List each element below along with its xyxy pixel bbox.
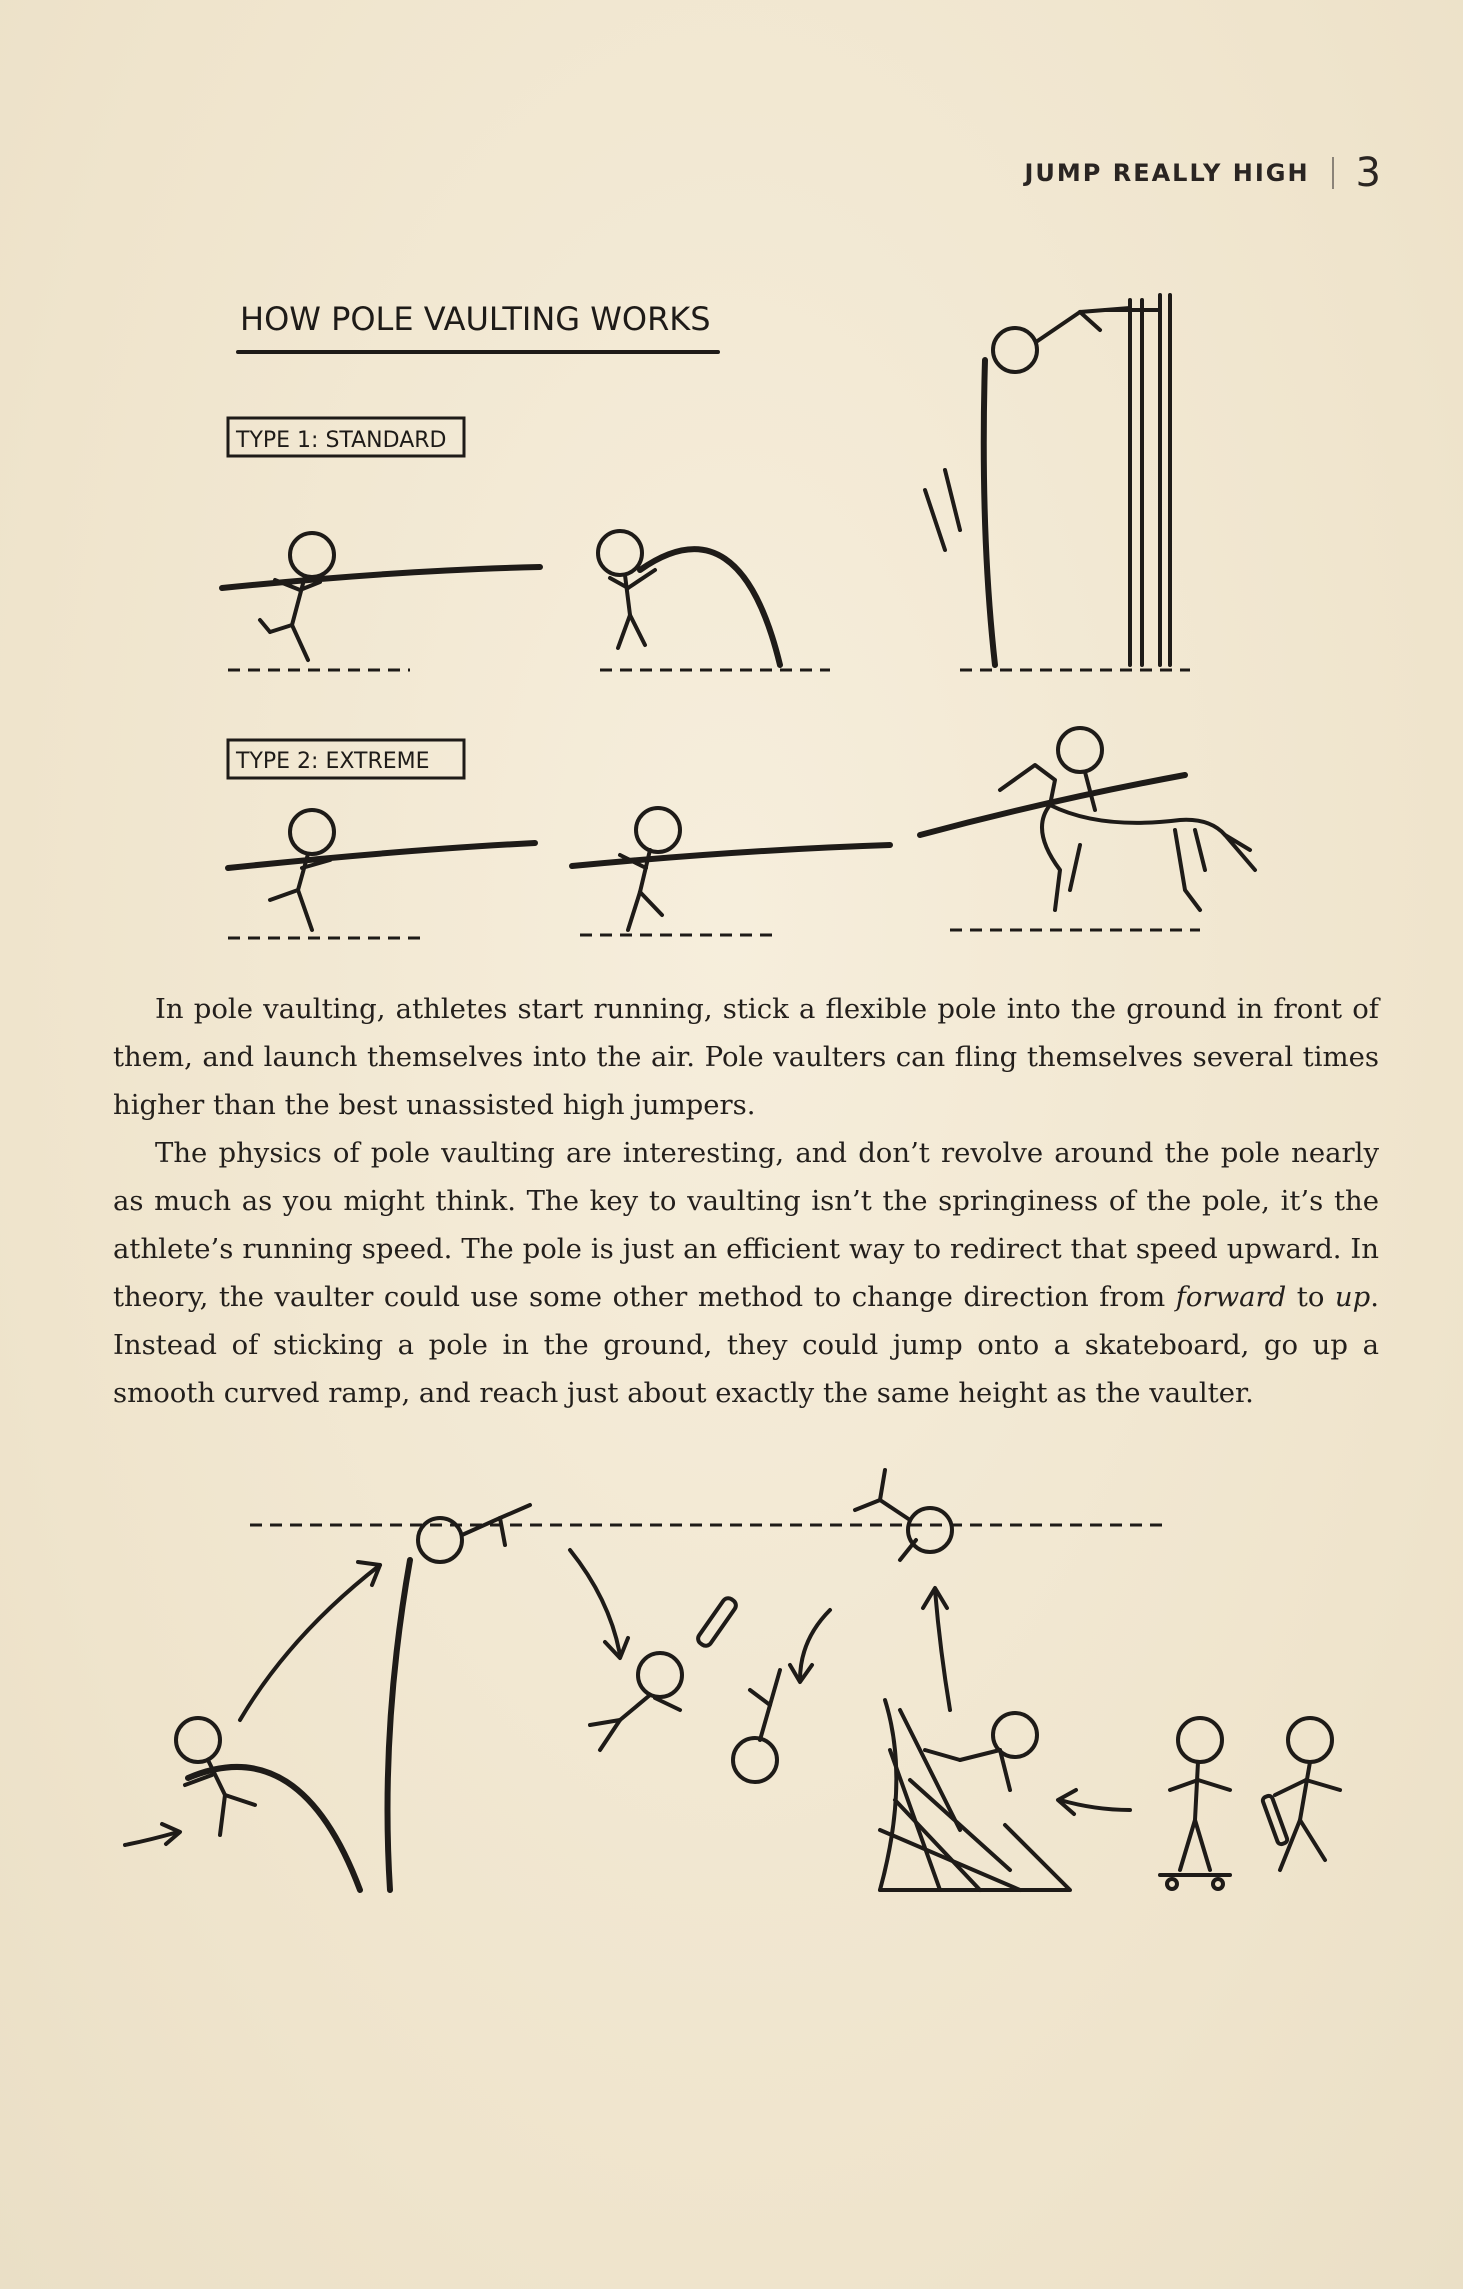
paragraph-2-text-3: . Instead of sticking a pole in the ground, they could jump onto a skateboard, go up a smooth curved ramp, and reach just about exactly the same height as the vaulter.	[113, 1281, 1379, 1409]
ramp-icon	[880, 1700, 1070, 1890]
paragraph-1: In pole vaulting, athletes start running, stick a flexible pole into the ground in front of them, and launch themselves into the air. Pole vaulters can fling themselves several times higher than the best unassisted high jumpers.	[113, 993, 1379, 1121]
trajectory-arrow	[240, 1565, 380, 1720]
paragraph-2-text-1: The physics of pole vaulting are interesting, and don’t revolve around the pole nearly as much as you might think. The key to vaulting isn’t the springiness of the pole, it’s the athlete’s running speed. The pole is just an efficient way to redirect that speed upward. In theory, the vaulter could use some other method to change direction from	[113, 1137, 1379, 1313]
stick-figure-icon	[270, 810, 334, 930]
upright-pole	[984, 360, 995, 665]
type1-label: TYPE 1: STANDARD	[236, 428, 447, 453]
paragraph-2	[113, 1129, 1379, 1417]
motion-line	[945, 470, 960, 530]
comic-title: HOW POLE VAULTING WORKS	[240, 300, 711, 338]
vault-pole	[222, 567, 540, 588]
stick-figure-icon	[1170, 1718, 1230, 1870]
stick-figure-icon	[993, 308, 1130, 372]
stick-figure-icon	[1275, 1718, 1340, 1870]
stick-figure-icon	[260, 533, 334, 660]
running-head-divider	[1332, 157, 1334, 189]
stick-figure-icon	[620, 808, 680, 930]
motion-line	[925, 490, 945, 550]
running-title: JUMP REALLY HIGH	[1024, 159, 1310, 187]
paragraph-2-text-2: to	[1286, 1281, 1335, 1313]
skateboard-icon	[1262, 1795, 1288, 1845]
bent-pole	[188, 1767, 360, 1890]
fall-arrow	[800, 1610, 830, 1680]
skateboard-vs-vault-comic	[110, 1450, 1390, 1910]
paragraph-2-emphasis-up: up	[1334, 1281, 1371, 1313]
running-head	[1024, 150, 1381, 196]
type2-label: TYPE 2: EXTREME	[236, 749, 430, 774]
page-number: 3	[1355, 150, 1381, 196]
skateboard-icon	[696, 1596, 738, 1648]
stick-figure-icon	[418, 1505, 530, 1562]
bent-pole	[640, 549, 780, 665]
upright-pole	[388, 1560, 411, 1890]
vault-pole	[228, 843, 535, 868]
stick-figure-icon	[855, 1470, 952, 1560]
skateboard-icon	[1160, 1875, 1230, 1889]
stick-figure-icon	[733, 1670, 780, 1782]
body-text	[113, 985, 1379, 1417]
pole-vault-comic	[200, 270, 1300, 970]
stick-figure-icon	[598, 531, 655, 648]
stick-figure-icon	[925, 1713, 1037, 1790]
fall-arrow	[570, 1550, 620, 1655]
stick-figure-icon	[590, 1653, 682, 1750]
paragraph-2-emphasis-forward: forward	[1175, 1281, 1287, 1313]
